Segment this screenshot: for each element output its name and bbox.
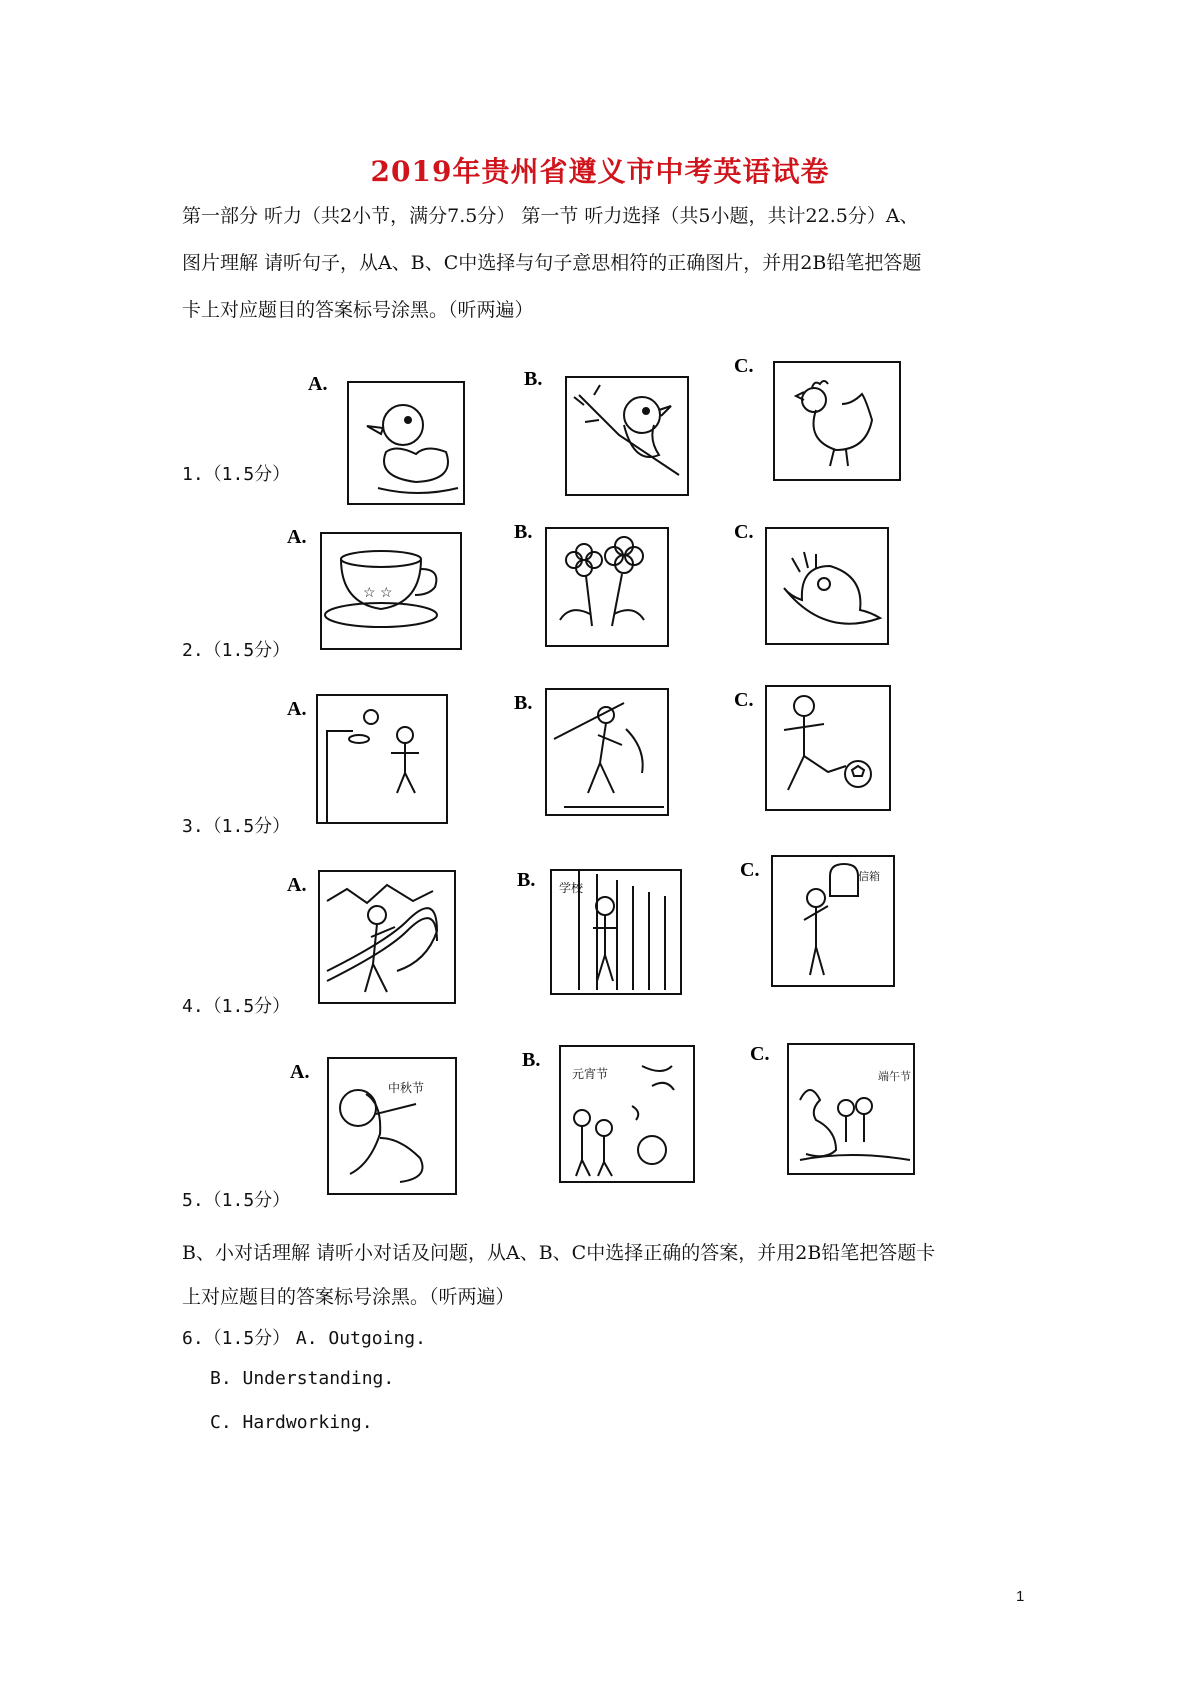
option-5c[interactable] bbox=[750, 1040, 930, 1180]
section-b-line-2: 上对应题目的答案标号涂黑。（听两遍） bbox=[182, 1286, 515, 1308]
dragon-boat-icon bbox=[800, 1090, 910, 1160]
option-letter: A. bbox=[308, 373, 328, 395]
option-1c[interactable] bbox=[734, 352, 904, 502]
option-letter: B. bbox=[514, 521, 533, 543]
option-letter: B. bbox=[524, 368, 543, 390]
option-1a[interactable] bbox=[308, 370, 468, 510]
option-letter: B. bbox=[522, 1049, 541, 1071]
option-letter: B. bbox=[514, 692, 533, 714]
option-5b[interactable] bbox=[522, 1046, 702, 1186]
question-6-option-b[interactable]: B. Understanding. bbox=[210, 1368, 395, 1389]
intro-line-2: 图片理解 请听句子，从A、B、C中选择与句子意思相符的正确图片，并用2B铅笔把答题 bbox=[182, 252, 922, 274]
option-5a[interactable] bbox=[290, 1058, 470, 1198]
basketball-icon bbox=[327, 710, 419, 823]
intro-line-3: 卡上对应题目的答案标号涂黑。（听两遍） bbox=[182, 299, 534, 321]
dragon-boat-sign: 端午节 bbox=[878, 1070, 911, 1083]
option-letter: C. bbox=[740, 859, 760, 881]
option-letter: B. bbox=[517, 869, 536, 891]
page-number: 1 bbox=[1016, 1588, 1025, 1605]
duck-icon bbox=[367, 405, 458, 493]
boy-post-office-icon bbox=[804, 864, 858, 975]
boy-school-icon bbox=[579, 870, 665, 990]
hen-icon bbox=[796, 381, 872, 466]
option-letter: C. bbox=[734, 521, 754, 543]
option-2b[interactable] bbox=[514, 518, 684, 648]
lantern-festival-icon bbox=[574, 1066, 674, 1176]
section-b-line-1: B、小对话理解 请听小对话及问题，从A、B、C中选择正确的答案，并用2B铅笔把答题卡 bbox=[182, 1242, 936, 1264]
option-2a[interactable] bbox=[287, 523, 467, 653]
option-letter: C. bbox=[734, 689, 754, 711]
mid-autumn-icon bbox=[340, 1090, 423, 1182]
bird-icon bbox=[574, 385, 679, 475]
option-letter: A. bbox=[287, 526, 307, 548]
hat-icon bbox=[784, 552, 880, 624]
cup-icon bbox=[325, 551, 437, 627]
option-letter: A. bbox=[287, 698, 307, 720]
question-2-label: 2.（1.5分） bbox=[182, 640, 291, 661]
question-6-option-a[interactable]: A. Outgoing. bbox=[295, 1328, 426, 1349]
question-3-label: 3.（1.5分） bbox=[182, 816, 291, 837]
option-4c[interactable] bbox=[740, 856, 900, 991]
mid-autumn-sign: 中秋节 bbox=[388, 1081, 425, 1095]
lantern-festival-sign: 元宵节 bbox=[572, 1067, 609, 1081]
intro-line-1: 第一部分 听力（共2小节，满分7.5分） 第一节 听力选择（共5小题，共计22.5分）A、 bbox=[182, 205, 919, 227]
option-2c[interactable] bbox=[734, 518, 904, 648]
question-5-label: 5.（1.5分） bbox=[182, 1190, 291, 1211]
post-office-sign: 信箱 bbox=[858, 870, 880, 883]
option-letter: C. bbox=[734, 355, 754, 377]
option-3c[interactable] bbox=[734, 686, 904, 816]
option-3a[interactable] bbox=[287, 695, 457, 825]
question-4-label: 4.（1.5分） bbox=[182, 996, 291, 1017]
question-6-option-c[interactable]: C. Hardworking. bbox=[210, 1412, 373, 1433]
soccer-icon bbox=[784, 696, 871, 790]
flowers-icon bbox=[560, 537, 644, 626]
option-4b[interactable] bbox=[517, 866, 687, 1001]
baseball-icon bbox=[554, 703, 664, 807]
option-3b[interactable] bbox=[514, 689, 684, 819]
school-sign: 学校 bbox=[559, 881, 584, 895]
option-letter: A. bbox=[290, 1061, 310, 1083]
boy-railway-icon bbox=[327, 885, 437, 992]
svg-text:☆ ☆: ☆ ☆ bbox=[363, 585, 393, 601]
option-4a[interactable] bbox=[287, 871, 462, 1006]
option-letter: C. bbox=[750, 1043, 770, 1065]
question-1-label: 1.（1.5分） bbox=[182, 464, 291, 485]
document-title: 2019年贵州省遵义市中考英语试卷 bbox=[370, 155, 830, 188]
option-letter: A. bbox=[287, 874, 307, 896]
question-6-label: 6.（1.5分） bbox=[182, 1328, 291, 1349]
option-1b[interactable] bbox=[524, 365, 694, 505]
